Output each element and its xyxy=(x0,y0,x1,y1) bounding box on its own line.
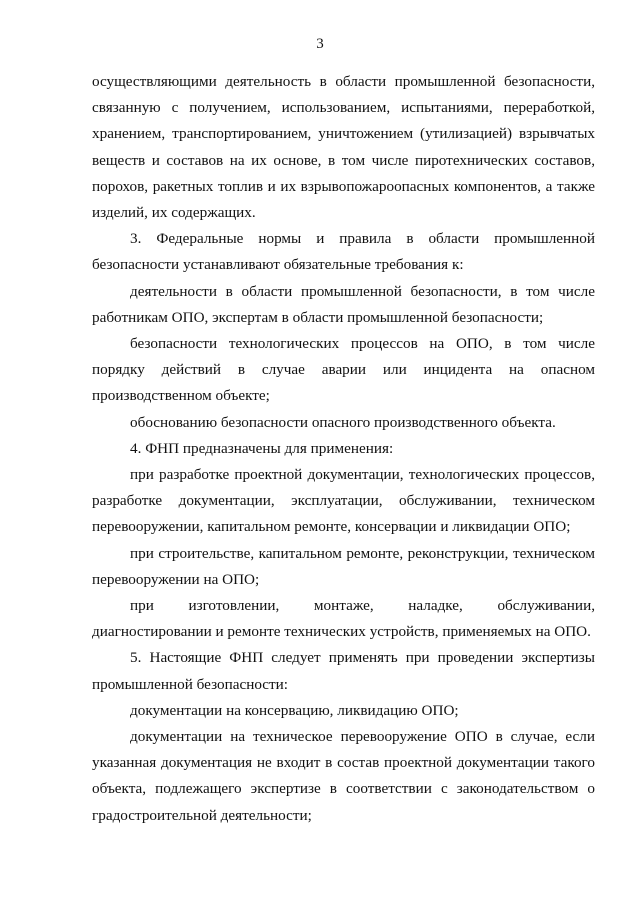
page-number: 3 xyxy=(316,36,324,52)
paragraph-subitem: безопасности технологических процессов на ОПО, в том числе порядку действий в случае аварии или инцидента на опасном производственном объекте; xyxy=(92,335,595,405)
paragraph-item-5: 5. Настоящие ФНП следует применять при проведении экспертизы промышленной безопасности: xyxy=(92,649,595,693)
paragraph-subitem: деятельности в области промышленной безопасности, в том числе работникам ОПО, экспертам в области промышленной безопасности; xyxy=(92,282,595,326)
paragraph-item-4: 4. ФНП предназначены для применения: xyxy=(130,439,394,457)
paragraph-subitem: при изготовлении, монтаже, наладке, обслуживании, диагностировании и ремонте технических устройств, применяемых на ОПО. xyxy=(92,597,595,641)
paragraph-continuation: осуществляющими деятельность в области промышленной безопасности, связанную с получением, использованием, испытаниями, переработкой, хранением, транспортированием, уничтожением (утилизацией) взрывчатых веществ и составов на их основе, в том числе пиротехнических составов, порохов, ракетных топлив и их взрывопожароопасных компонентов, а также изделий, их содержащих. xyxy=(92,73,595,222)
paragraph-subitem: при строительстве, капитальном ремонте, реконструкции, техническом перевооружении на ОПО; xyxy=(92,544,595,588)
paragraph-subitem: документации на консервацию, ликвидацию ОПО; xyxy=(130,701,459,719)
paragraph-subitem: обоснованию безопасности опасного производственного объекта. xyxy=(130,413,556,431)
paragraph-item-3: 3. Федеральные нормы и правила в области промышленной безопасности устанавливают обязательные требования к: xyxy=(92,230,595,274)
paragraph-subitem: документации на техническое перевооружение ОПО в случае, если указанная документация не входит в состав проектной документации такого объекта, подлежащего экспертизе в соответствии с законодательством о градостроительной деятельности; xyxy=(92,728,595,824)
document-body xyxy=(92,69,595,829)
paragraph-subitem: при разработке проектной документации, технологических процессов, разработке документации, эксплуатации, обслуживании, техническом перевооружении, капитальном ремонте, консервации и ликвидации ОПО; xyxy=(92,466,595,536)
